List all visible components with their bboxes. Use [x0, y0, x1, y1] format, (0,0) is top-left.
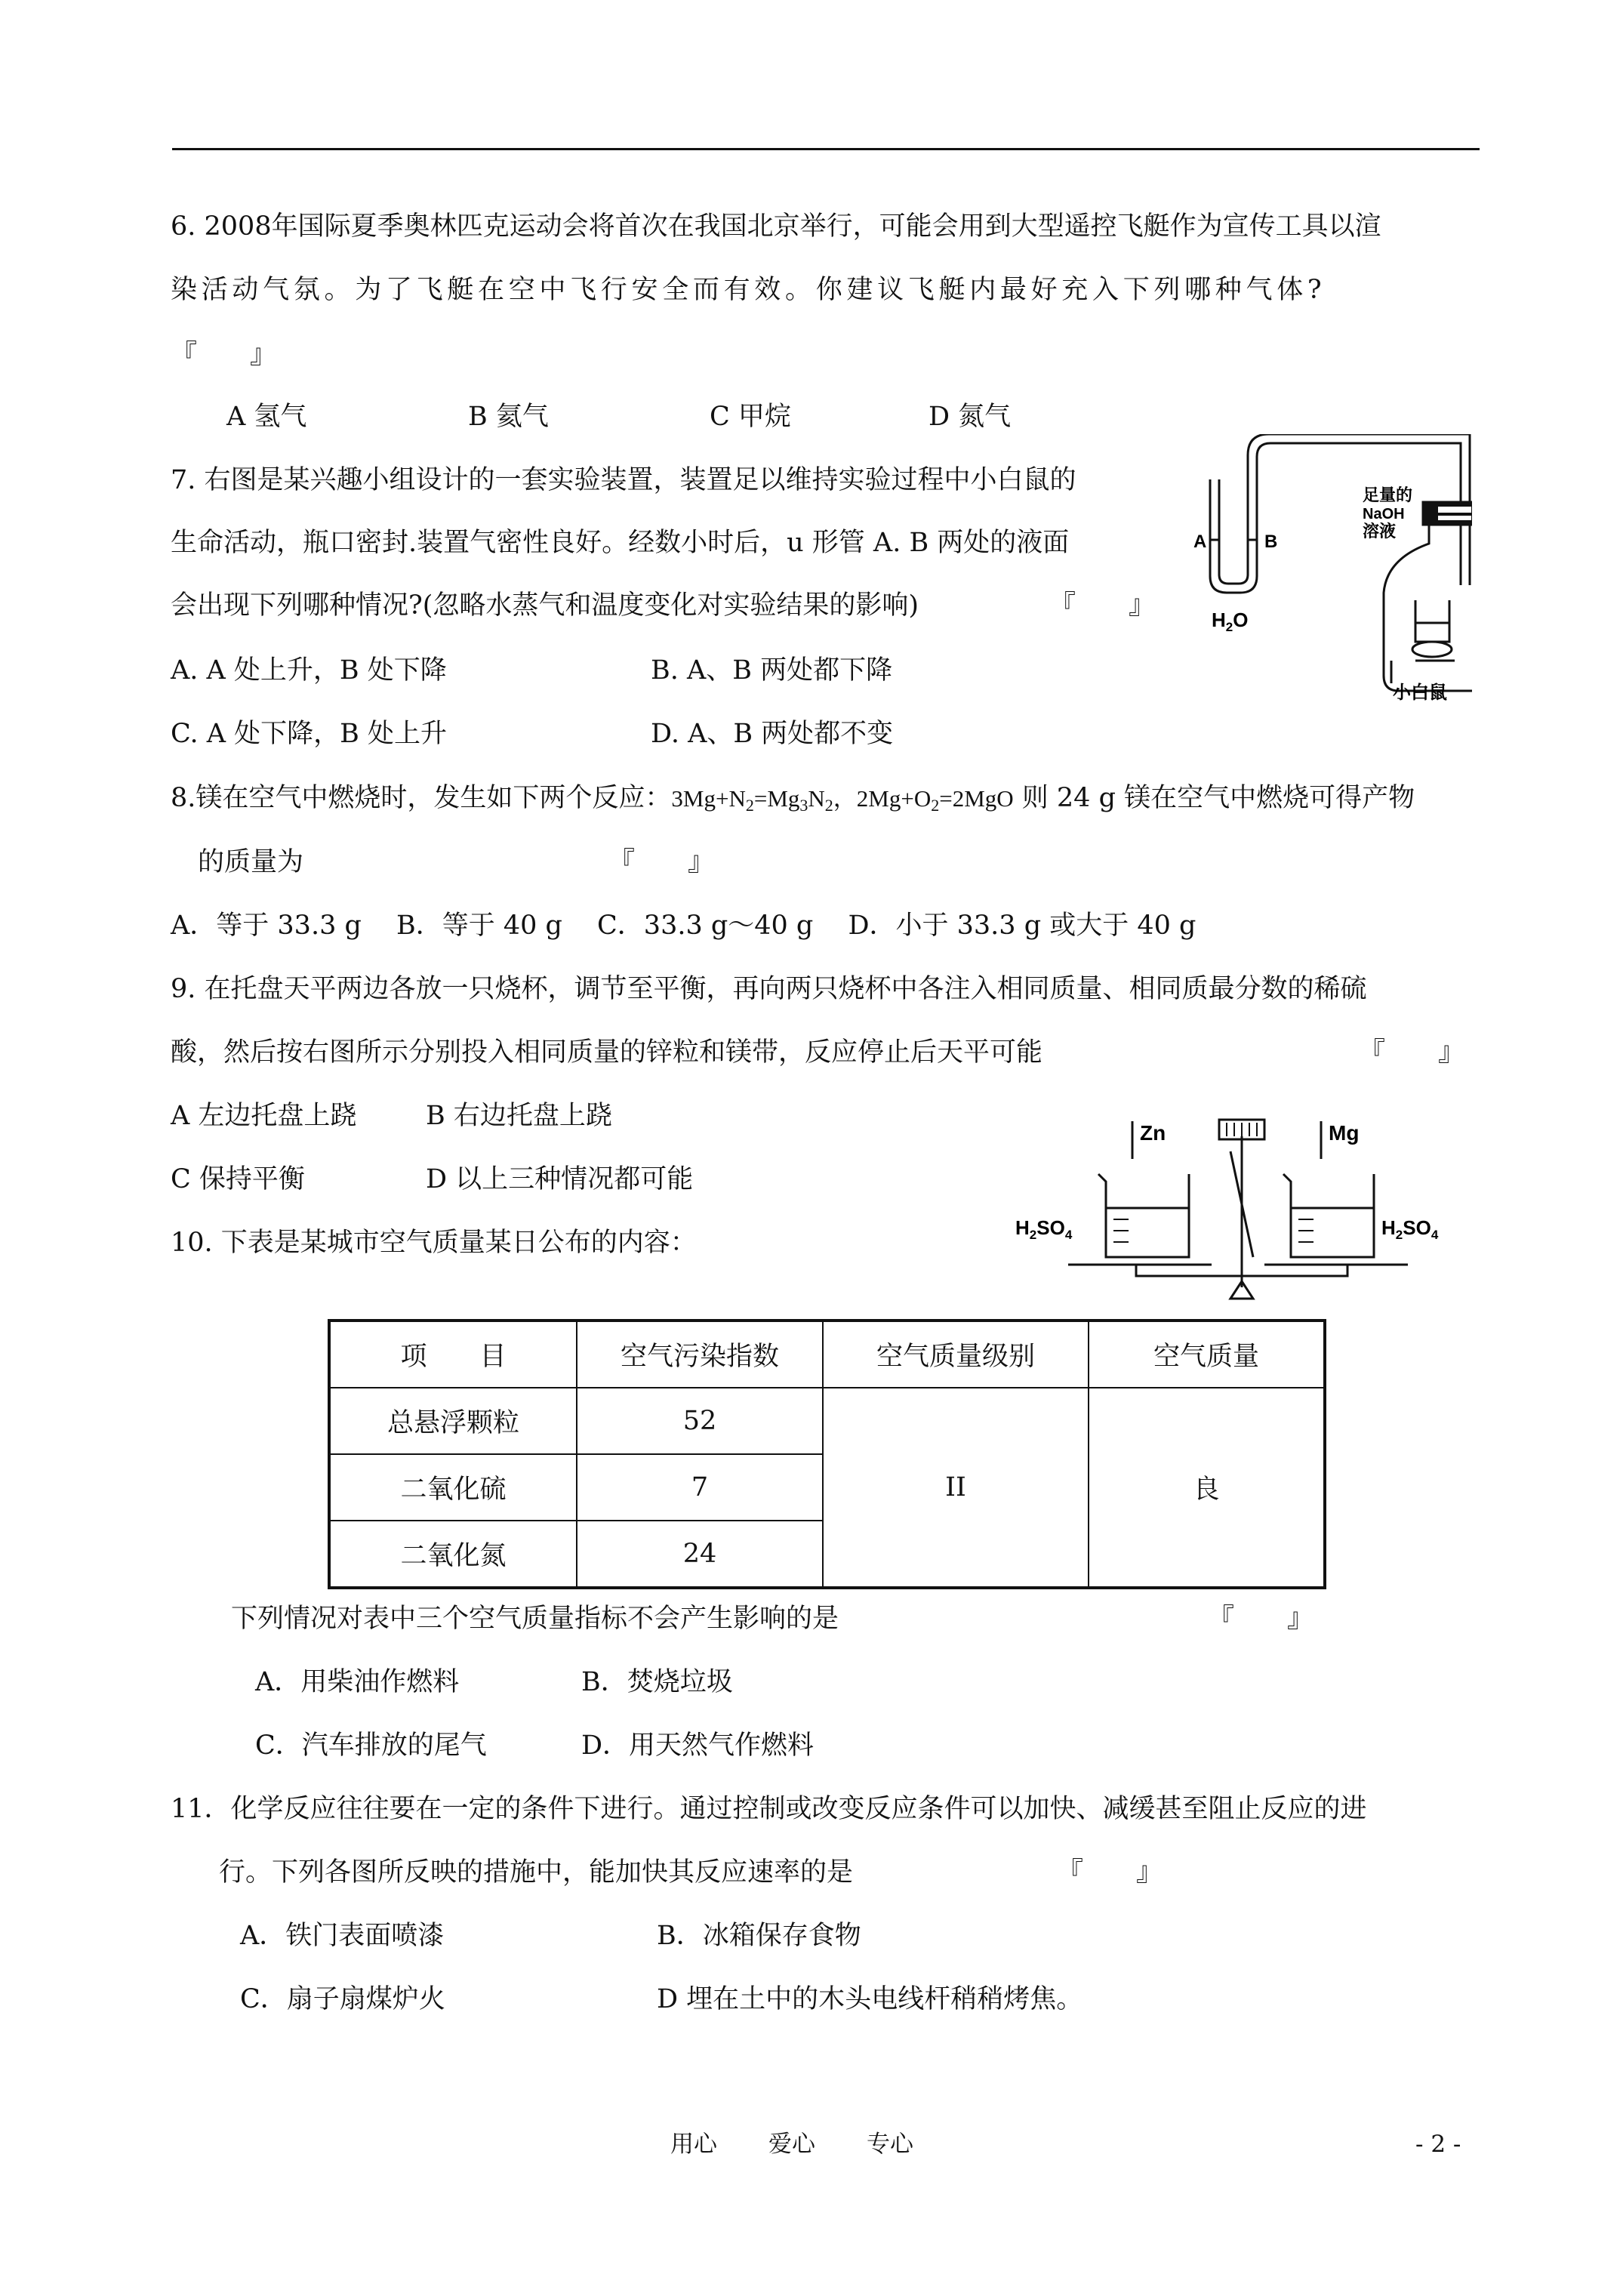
table-header-index: 空气污染指数 [577, 1321, 823, 1388]
q9-answer-bracket: 『 』 [1359, 1037, 1465, 1068]
figure9-acid-left-h: H [1015, 1216, 1030, 1239]
svg-text:H2SO4 [1381, 1216, 1439, 1242]
q8-eq-sub: 2 [931, 796, 940, 815]
footer-item-3: 专心 [867, 2131, 913, 2158]
figure7-water-o: O [1233, 609, 1249, 631]
q8-eq-part: N [808, 785, 825, 812]
q10-question: 下列情况对表中三个空气质量指标不会产生影响的是 [231, 1604, 839, 1634]
q8-answer-bracket: 『 』 [608, 847, 715, 877]
q8-line-1 [171, 781, 1415, 822]
table-cell-item: 二氧化硫 [329, 1454, 577, 1521]
q6-option-b: B 氦气 [468, 402, 549, 432]
table-row [329, 1388, 1325, 1454]
q7-option-d: D. A、B 两处都不变 [651, 719, 894, 749]
q8-eq-part: =Mg [753, 785, 800, 812]
figure9-acid-left-2: 2 [1029, 1228, 1037, 1242]
figure9-acid-right-4: 4 [1431, 1228, 1439, 1242]
q8-eq-sub: 2 [824, 796, 833, 815]
q11-option-d: D 埋在土中的木头电线杆稍稍烤焦。 [657, 1984, 1083, 2014]
table-cell-index: 24 [577, 1521, 823, 1588]
figure9-mg-label: Mg [1329, 1121, 1360, 1145]
figure7-water-2: 2 [1225, 620, 1233, 634]
figure7-water-h: H [1212, 609, 1226, 631]
figure7-label-a: A [1193, 532, 1207, 552]
table-cell-index: 52 [577, 1388, 823, 1454]
figure7-naoh-label-3: 溶液 [1363, 522, 1397, 541]
q8-line-1-prefix: 8.镁在空气中燃烧时，发生如下两个反应： [171, 783, 672, 813]
q6-option-a: A 氢气 [226, 402, 307, 432]
table-cell-index: 7 [577, 1454, 823, 1521]
q6-answer-bracket: 『 』 [171, 340, 277, 370]
figure9-acid-right-2: 2 [1395, 1228, 1403, 1242]
figure7-label-b: B [1264, 532, 1278, 552]
q7-apparatus-figure [1189, 434, 1472, 702]
table-cell-item: 总悬浮颗粒 [329, 1388, 577, 1454]
q11-option-b: B．冰箱保存食物 [657, 1921, 861, 1951]
q11-line-2: 行。下列各图所反映的措施中，能加快其反应速率的是 [219, 1857, 854, 1888]
q8-line-1-suffix: 则 24 g 镁在空气中燃烧可得产物 [1013, 783, 1415, 813]
figure7-naoh-label-1: 足量的 [1363, 485, 1413, 504]
q8-eq-part: =2MgO [939, 785, 1014, 812]
q10-option-d: D．用天然气作燃料 [581, 1730, 815, 1761]
table-header-item: 项 目 [329, 1321, 577, 1388]
header-rule [172, 148, 1480, 150]
q10-option-a: A．用柴油作燃料 [255, 1667, 460, 1697]
table-header-row [329, 1321, 1325, 1388]
q8-options: A．等于 33.3 g B．等于 40 g C．33.3 g～40 g D．小于 33.3 g 或大于 40 g [171, 911, 1196, 941]
table-cell-item: 二氧化氮 [329, 1521, 577, 1588]
q9-option-b: B 右边托盘上跷 [426, 1101, 612, 1131]
table-cell-level: II [823, 1388, 1089, 1588]
q10-option-c: C．汽车排放的尾气 [255, 1730, 487, 1761]
q7-option-a: A. A 处上升，B 处下降 [171, 655, 447, 686]
q9-line-1: 9. 在托盘天平两边各放一只烧杯，调节至平衡，再向两只烧杯中各注入相同质量、相同质最分数的稀硫 [171, 974, 1367, 1004]
q8-eq-part: ，2Mg+O [833, 785, 932, 812]
air-quality-table [328, 1319, 1326, 1589]
footer-item-2: 爱心 [768, 2131, 815, 2158]
q9-line-2: 酸，然后按右图所示分别投入相同质量的锌粒和镁带，反应停止后天平可能 [171, 1037, 1043, 1068]
q11-answer-bracket: 『 』 [1057, 1857, 1163, 1888]
figure9-zn-label: Zn [1140, 1121, 1166, 1145]
figure7-mouse-label: 小白鼠 [1393, 683, 1447, 702]
q6-line-2: 染活动气氛。为了飞艇在空中飞行安全而有效。你建议飞艇内最好充入下列哪种气体? [171, 275, 1326, 305]
figure7-naoh-label-2: NaOH [1363, 506, 1405, 522]
q6-option-d: D 氮气 [929, 402, 1012, 432]
page-number: - 2 - [1415, 2131, 1461, 2158]
q8-eq-sub: 3 [799, 796, 808, 815]
q7-line-3: 会出现下列哪种情况?(忽略水蒸气和温度变化对实验结果的影响) [171, 590, 919, 621]
figure9-acid-right-so: SO [1403, 1216, 1431, 1239]
q9-option-d: D 以上三种情况都可能 [426, 1164, 694, 1194]
q10-answer-bracket: 『 』 [1208, 1604, 1314, 1634]
q7-line-2: 生命活动，瓶口密封.装置气密性良好。经数小时后，u 形管 A. B 两处的液面 [171, 528, 1070, 558]
q7-line-1: 7. 右图是某兴趣小组设计的一套实验装置，装置足以维持实验过程中小白鼠的 [171, 465, 1076, 495]
figure9-acid-left-so: SO [1036, 1216, 1065, 1239]
q8-equation [671, 785, 1014, 815]
table-header-level: 空气质量级别 [823, 1321, 1089, 1388]
q10-intro: 10. 下表是某城市空气质量某日公布的内容： [171, 1228, 697, 1258]
figure9-acid-right-h: H [1381, 1216, 1396, 1239]
q11-line-1: 11．化学反应往往要在一定的条件下进行。通过控制或改变反应条件可以加快、减缓甚至阻止反应的进 [171, 1794, 1367, 1824]
q6-option-c: C 甲烷 [710, 402, 791, 432]
q7-option-c: C. A 处下降，B 处上升 [171, 719, 448, 749]
q7-answer-bracket: 『 』 [1049, 590, 1156, 621]
footer-item-1: 用心 [670, 2131, 717, 2158]
svg-text:H2O [1212, 609, 1248, 634]
q9-balance-figure [1015, 1106, 1487, 1314]
q9-option-a: A 左边托盘上跷 [171, 1101, 357, 1131]
q10-option-b: B．焚烧垃圾 [581, 1667, 733, 1697]
table-cell-quality: 良 [1089, 1388, 1325, 1588]
q9-option-c: C 保持平衡 [171, 1164, 305, 1194]
figure9-acid-left-4: 4 [1064, 1228, 1073, 1242]
table-header-quality: 空气质量 [1089, 1321, 1325, 1388]
q8-eq-part: 3Mg+N [671, 785, 746, 812]
q11-option-a: A．铁门表面喷漆 [240, 1921, 445, 1951]
svg-text:H2SO4 [1015, 1216, 1073, 1242]
q8-line-2: 的质量为 [198, 847, 304, 877]
q6-line-1: 6. 2008年国际夏季奥林匹克运动会将首次在我国北京举行，可能会用到大型遥控飞艇作为宣传工具以渲 [171, 211, 1381, 242]
q11-option-c: C．扇子扇煤炉火 [240, 1984, 445, 2014]
q8-eq-sub: 2 [745, 796, 754, 815]
q7-option-b: B. A、B 两处都下降 [651, 655, 893, 686]
